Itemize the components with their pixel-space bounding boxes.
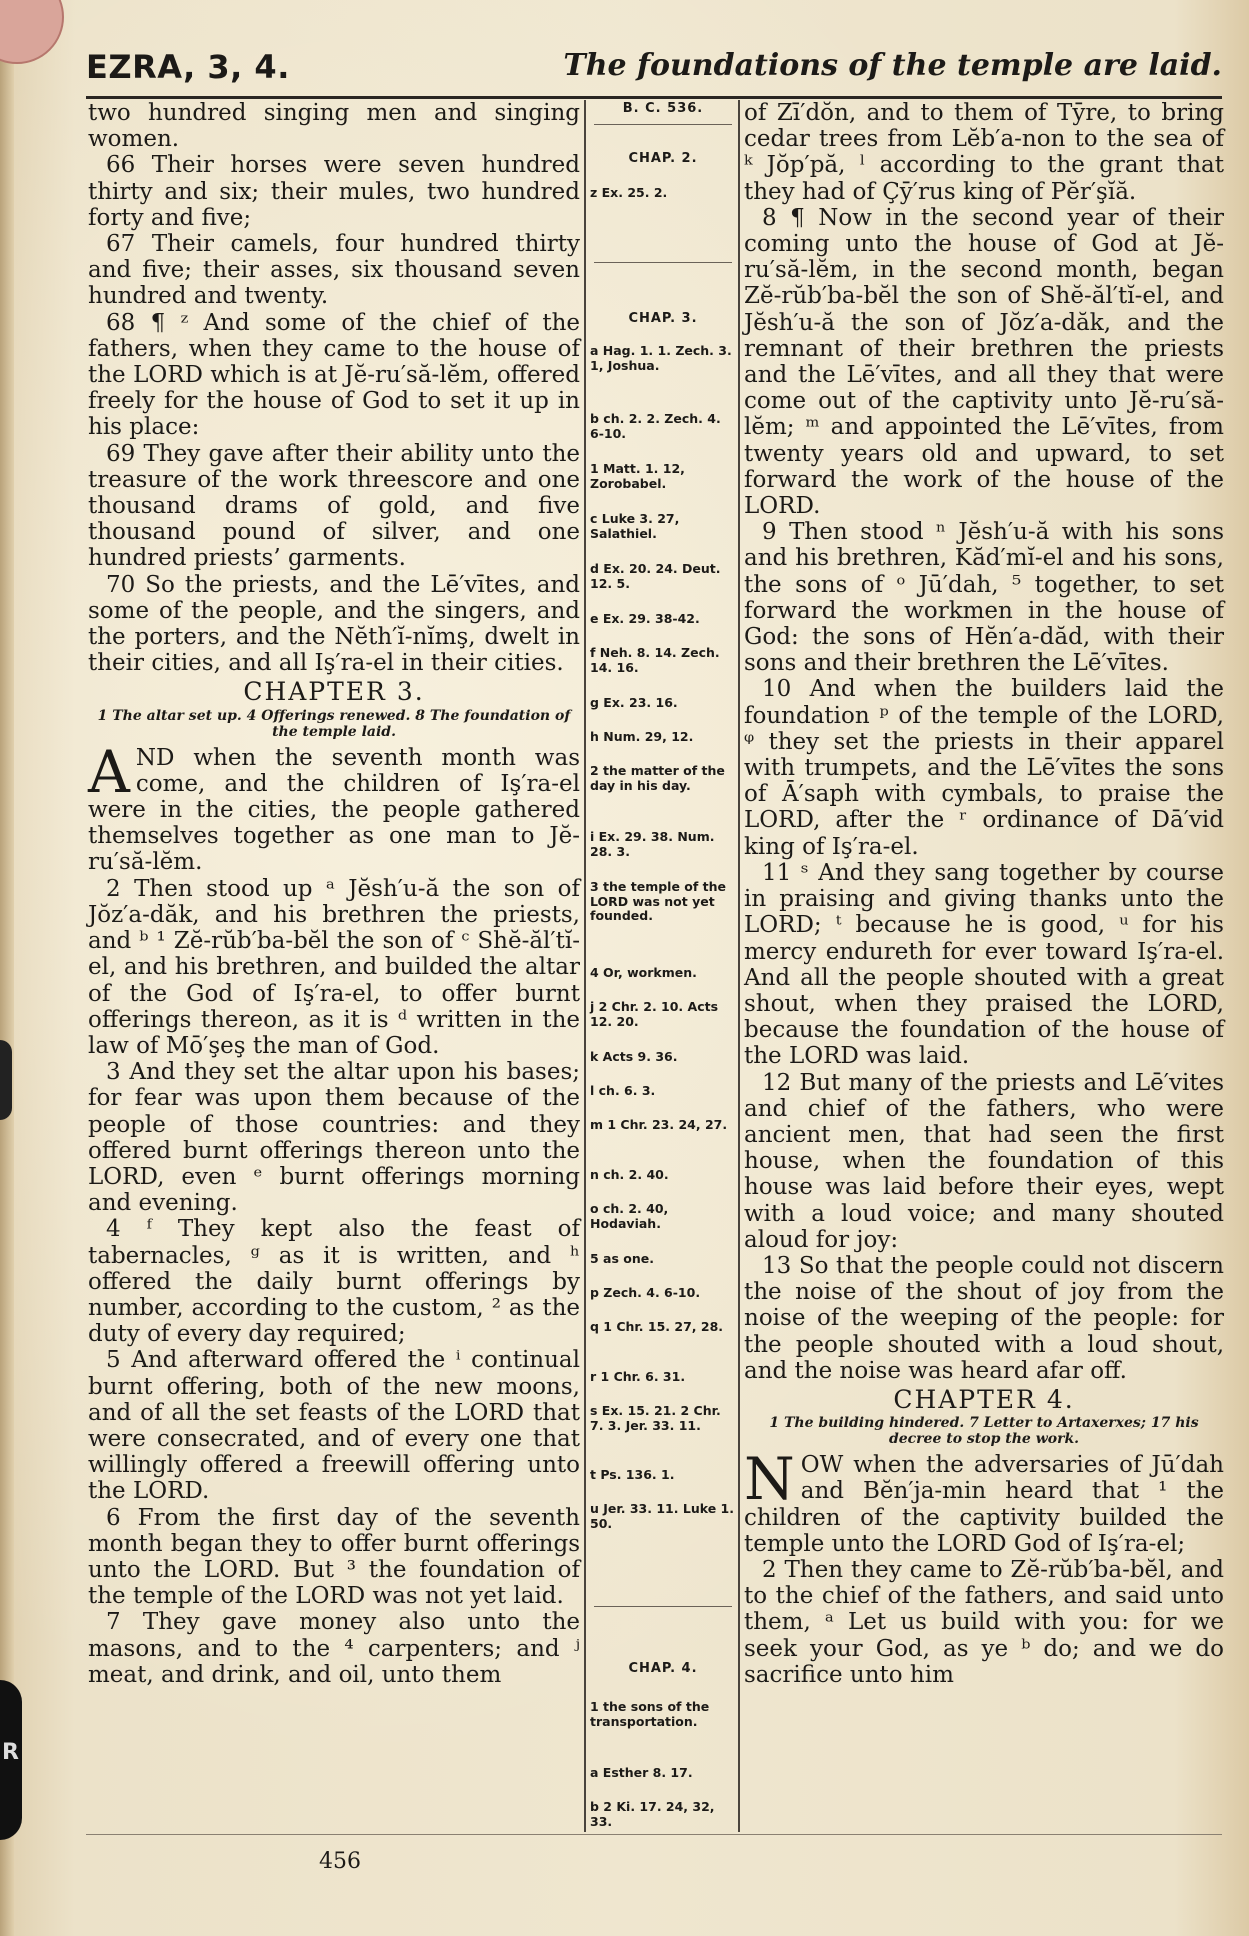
margin-note: z Ex. 25. 2. [590,185,668,200]
margin-note: o ch. 2. 40, Hodaviah. [590,1201,669,1231]
thumb-index-letter: R [2,1740,19,1765]
margin-note: u Jer. 33. 11. Luke 1. 50. [590,1501,734,1531]
header-topic: The foundations of the temple are laid. [563,48,1222,83]
margin-note: l ch. 6. 3. [590,1083,656,1098]
margin-note: 1 the sons of the transportation. [590,1699,710,1729]
margin-rule [594,262,732,263]
margin-date: B. C. 536. [622,101,704,116]
margin-note: 3 the temple of the LORD was not yet founded. [590,879,727,923]
page-spine-shadow [0,0,14,1936]
verse-paragraph: 9 Then stood ⁿ Jĕsh′u-ă with his sons and his brethren, Kăd′mĭ-el and his sons, the sons of ᵒ Jū′dah, ⁵ together, to set forward the workmen in the house of God: the sons of Hĕn′a-dăd, with their sons and their brethren the Lē′vītes. [744,519,1224,677]
margin-chapter-label: CHAP. 2. [628,151,698,166]
header-rule [86,96,1222,99]
margin-note: t Ps. 136. 1. [590,1467,675,1482]
margin-note: 4 Or, workmen. [590,965,697,980]
margin-note: f Neh. 8. 14. Zech. 14. 16. [590,645,720,675]
margin-note: r 1 Chr. 6. 31. [590,1369,686,1384]
margin-note: g Ex. 23. 16. [590,695,678,710]
column-divider-right [738,100,740,1832]
drop-cap: A [88,737,130,806]
verse-paragraph: 8 ¶ Now in the second year of their coming unto the house of God at Jĕ-ru′să-lĕm, in the second month, began Zĕ-rŭb′ba-bĕl the son of Shĕ-ăl′tĭ-el, and Jĕsh′u-ă the son of Jŏz′a-dăk, and the remnant of their brethren the priests and the Lē′vītes, and all they that were come out of the captivity unto Jĕ-ru′să-lĕm; ᵐ and appointed the Lē′vītes, from twenty years old and upward, to set forward the work of the house of the LORD. [744,204,1224,520]
margin-note: a Esther 8. 17. [590,1765,693,1780]
verse-paragraph: 68 ¶ ᶻ And some of the chief of the fathers, when they came to the house of the LORD which is at Jĕ-ru′să-lĕm, offered freely for the house of God to set it up in his place: [88,309,580,441]
verse-text: OW when the adversaries of Jū′dah and Bĕn′ja-min heard that ¹ the children of the captivity builded the temple unto the LORD God of Iş′ra-el; [744,1452,1224,1557]
margin-note: d Ex. 20. 24. Deut. 12. 5. [590,561,721,591]
verse-paragraph: 70 So the priests, and the Lē′vītes, and some of the people, and the singers, and the porters, and the Nĕth′ĭ-nĭmş, dwelt in their cities, and all Iş′ra-el in their cities. [88,571,580,677]
margin-rule [594,1606,732,1607]
drop-cap: N [744,1445,795,1514]
verse-paragraph: 7 They gave money also unto the masons, and to the ⁴ carpenters; and ʲ meat, and drink, and oil, unto them [88,1609,580,1688]
verse-paragraph: two hundred singing men and singing women. [88,100,580,153]
verse-paragraph: 10 And when the builders laid the foundation ᵖ of the temple of the LORD, ᵠ they set the priests in their apparel with trumpets, and the Lē′vītes the sons of Ā′saph with cymbals, to praise the LORD, after the ʳ ordinance of Dā′vid king of Iş′ra-el. [744,676,1224,860]
verse-paragraph [88,737,580,876]
margin-note: k Acts 9. 36. [590,1049,678,1064]
margin-note: 1 Matt. 1. 12, Zorobabel. [590,461,685,491]
chapter-4-summary: 1 The building hindered. 7 Letter to Artaxerxes; 17 his decree to stop the work. [769,1415,1199,1448]
verse-paragraph: 67 Their camels, four hundred thirty and five; their asses, six thousand seven hundred and twenty. [88,231,580,310]
margin-note: 5 as one. [590,1251,654,1266]
margin-note: m 1 Chr. 23. 24, 27. [590,1117,728,1132]
chapter-3-heading: CHAPTER 3. [243,677,425,707]
verse-paragraph [744,1445,1224,1557]
verse-paragraph: 3 And they set the altar upon his bases; for fear was upon them because of the people of those countries: and they offered burnt offerings thereon unto the LORD, even ᵉ burnt offerings morning and evening. [88,1059,580,1217]
verse-paragraph: of Zī′dŏn, and to them of Tȳre, to bring cedar trees from Lĕb′a-non to the sea of ᵏ Jŏp′pă, ˡ according to the grant that they had of Çȳ′rus king of Pĕr′şĭă. [744,100,1224,205]
verse-paragraph: 2 Then stood up ᵃ Jĕsh′u-ă the son of Jŏz′a-dăk, and his brethren the priests, and ᵇ ¹ Zĕ-rŭb′ba-bĕl the son of ᶜ Shĕ-ăl′tĭ-el, and his brethren, and builded the altar of the God of Iş′ra-el, to offer burnt offerings thereon, as it is ᵈ written in the law of Mō′şeş the man of God. [88,875,580,1059]
margin-rule [594,124,732,125]
header-book-reference: EZRA, 3, 4. [86,48,290,86]
margin-note: s Ex. 15. 21. 2 Chr. 7. 3. Jer. 33. 11. [590,1403,721,1433]
margin-note: a Hag. 1. 1. Zech. 3. 1, Joshua. [590,343,732,373]
right-text-column [744,100,1224,1688]
margin-chapter-label: CHAP. 3. [628,311,698,326]
verse-paragraph: 11 ˢ And they sang together by course in praising and giving thanks unto the LORD; ᵗ because he is good, ᵘ for his mercy endureth for ever toward Iş′ra-el. And all the people shouted with a great shout, when they praised the LORD, because the foundation of the house of the LORD was laid. [744,859,1224,1070]
verse-text: ND when the seventh month was come, and the children of Iş′ra-el were in the cities, the people gathered themselves together as one man to Jĕ-ru′să-lĕm. [88,744,580,876]
page-number: 456 [319,1849,361,1874]
verse-paragraph: 66 Their horses were seven hundred thirty and six; their mules, two hundred forty and five; [88,152,580,231]
margin-chapter-label: CHAP. 4. [628,1661,698,1676]
margin-note: b ch. 2. 2. Zech. 4. 6-10. [590,411,721,441]
verse-paragraph: 6 From the first day of the seventh month began they to offer burnt offerings unto the LORD. But ³ the foundation of the temple of the LORD was not yet laid. [88,1504,580,1610]
column-divider-left [584,100,586,1832]
chapter-3-summary: 1 The altar set up. 4 Offerings renewed. 8 The foundation of the temple laid. [97,707,571,740]
margin-note: i Ex. 29. 38. Num. 28. 3. [590,829,715,859]
margin-note: e Ex. 29. 38-42. [590,611,700,626]
left-text-column [88,100,580,1688]
margin-note: c Luke 3. 27, Salathiel. [590,511,680,541]
running-header [86,48,1222,94]
margin-note: b 2 Ki. 17. 24, 32, 33. [590,1799,715,1829]
edge-tab-marker [0,1040,12,1120]
verse-paragraph: 4 ᶠ They kept also the feast of tabernacles, ᵍ as it is written, and ʰ offered the daily burnt offerings by number, according to the custom, ² as the duty of every day required; [88,1216,580,1348]
margin-note: j 2 Chr. 2. 10. Acts 12. 20. [590,999,719,1029]
footer-rule [86,1834,1222,1835]
margin-note: n ch. 2. 40. [590,1167,669,1182]
verse-paragraph: 2 Then they came to Zĕ-rŭb′ba-bĕl, and to the chief of the fathers, and said unto them, ᵃ Let us build with you: for we seek your God, as ye ᵇ do; and we do sacrifice unto him [744,1556,1224,1688]
verse-paragraph: 12 But many of the priests and Lē′vites and chief of the fathers, who were ancient men, that had seen the first house, when the foundation of this house was laid before their eyes, wept with a loud voice; and many shouted aloud for joy: [744,1069,1224,1253]
margin-note: 2 the matter of the day in his day. [590,763,725,793]
chapter-4-heading: CHAPTER 4. [893,1384,1075,1414]
margin-note: p Zech. 4. 6-10. [590,1285,701,1300]
verse-paragraph: 5 And afterward offered the ⁱ continual burnt offering, both of the new moons, and of all the set feasts of the LORD that were consecrated, and of every one that willingly offered a freewill offering unto the LORD. [88,1347,580,1505]
verse-paragraph: 69 They gave after their ability unto the treasure of the work threescore and one thousand drams of gold, and five thousand pound of silver, and one hundred priests’ garments. [88,440,580,572]
margin-note: h Num. 29, 12. [590,729,694,744]
corner-thumb-index-mark [0,0,64,64]
margin-note: q 1 Chr. 15. 27, 28. [590,1319,724,1334]
verse-paragraph: 13 So that the people could not discern the noise of the shout of joy from the noise of the weeping of the people: for the people shouted with a loud shout, and the noise was heard afar off. [744,1252,1224,1384]
